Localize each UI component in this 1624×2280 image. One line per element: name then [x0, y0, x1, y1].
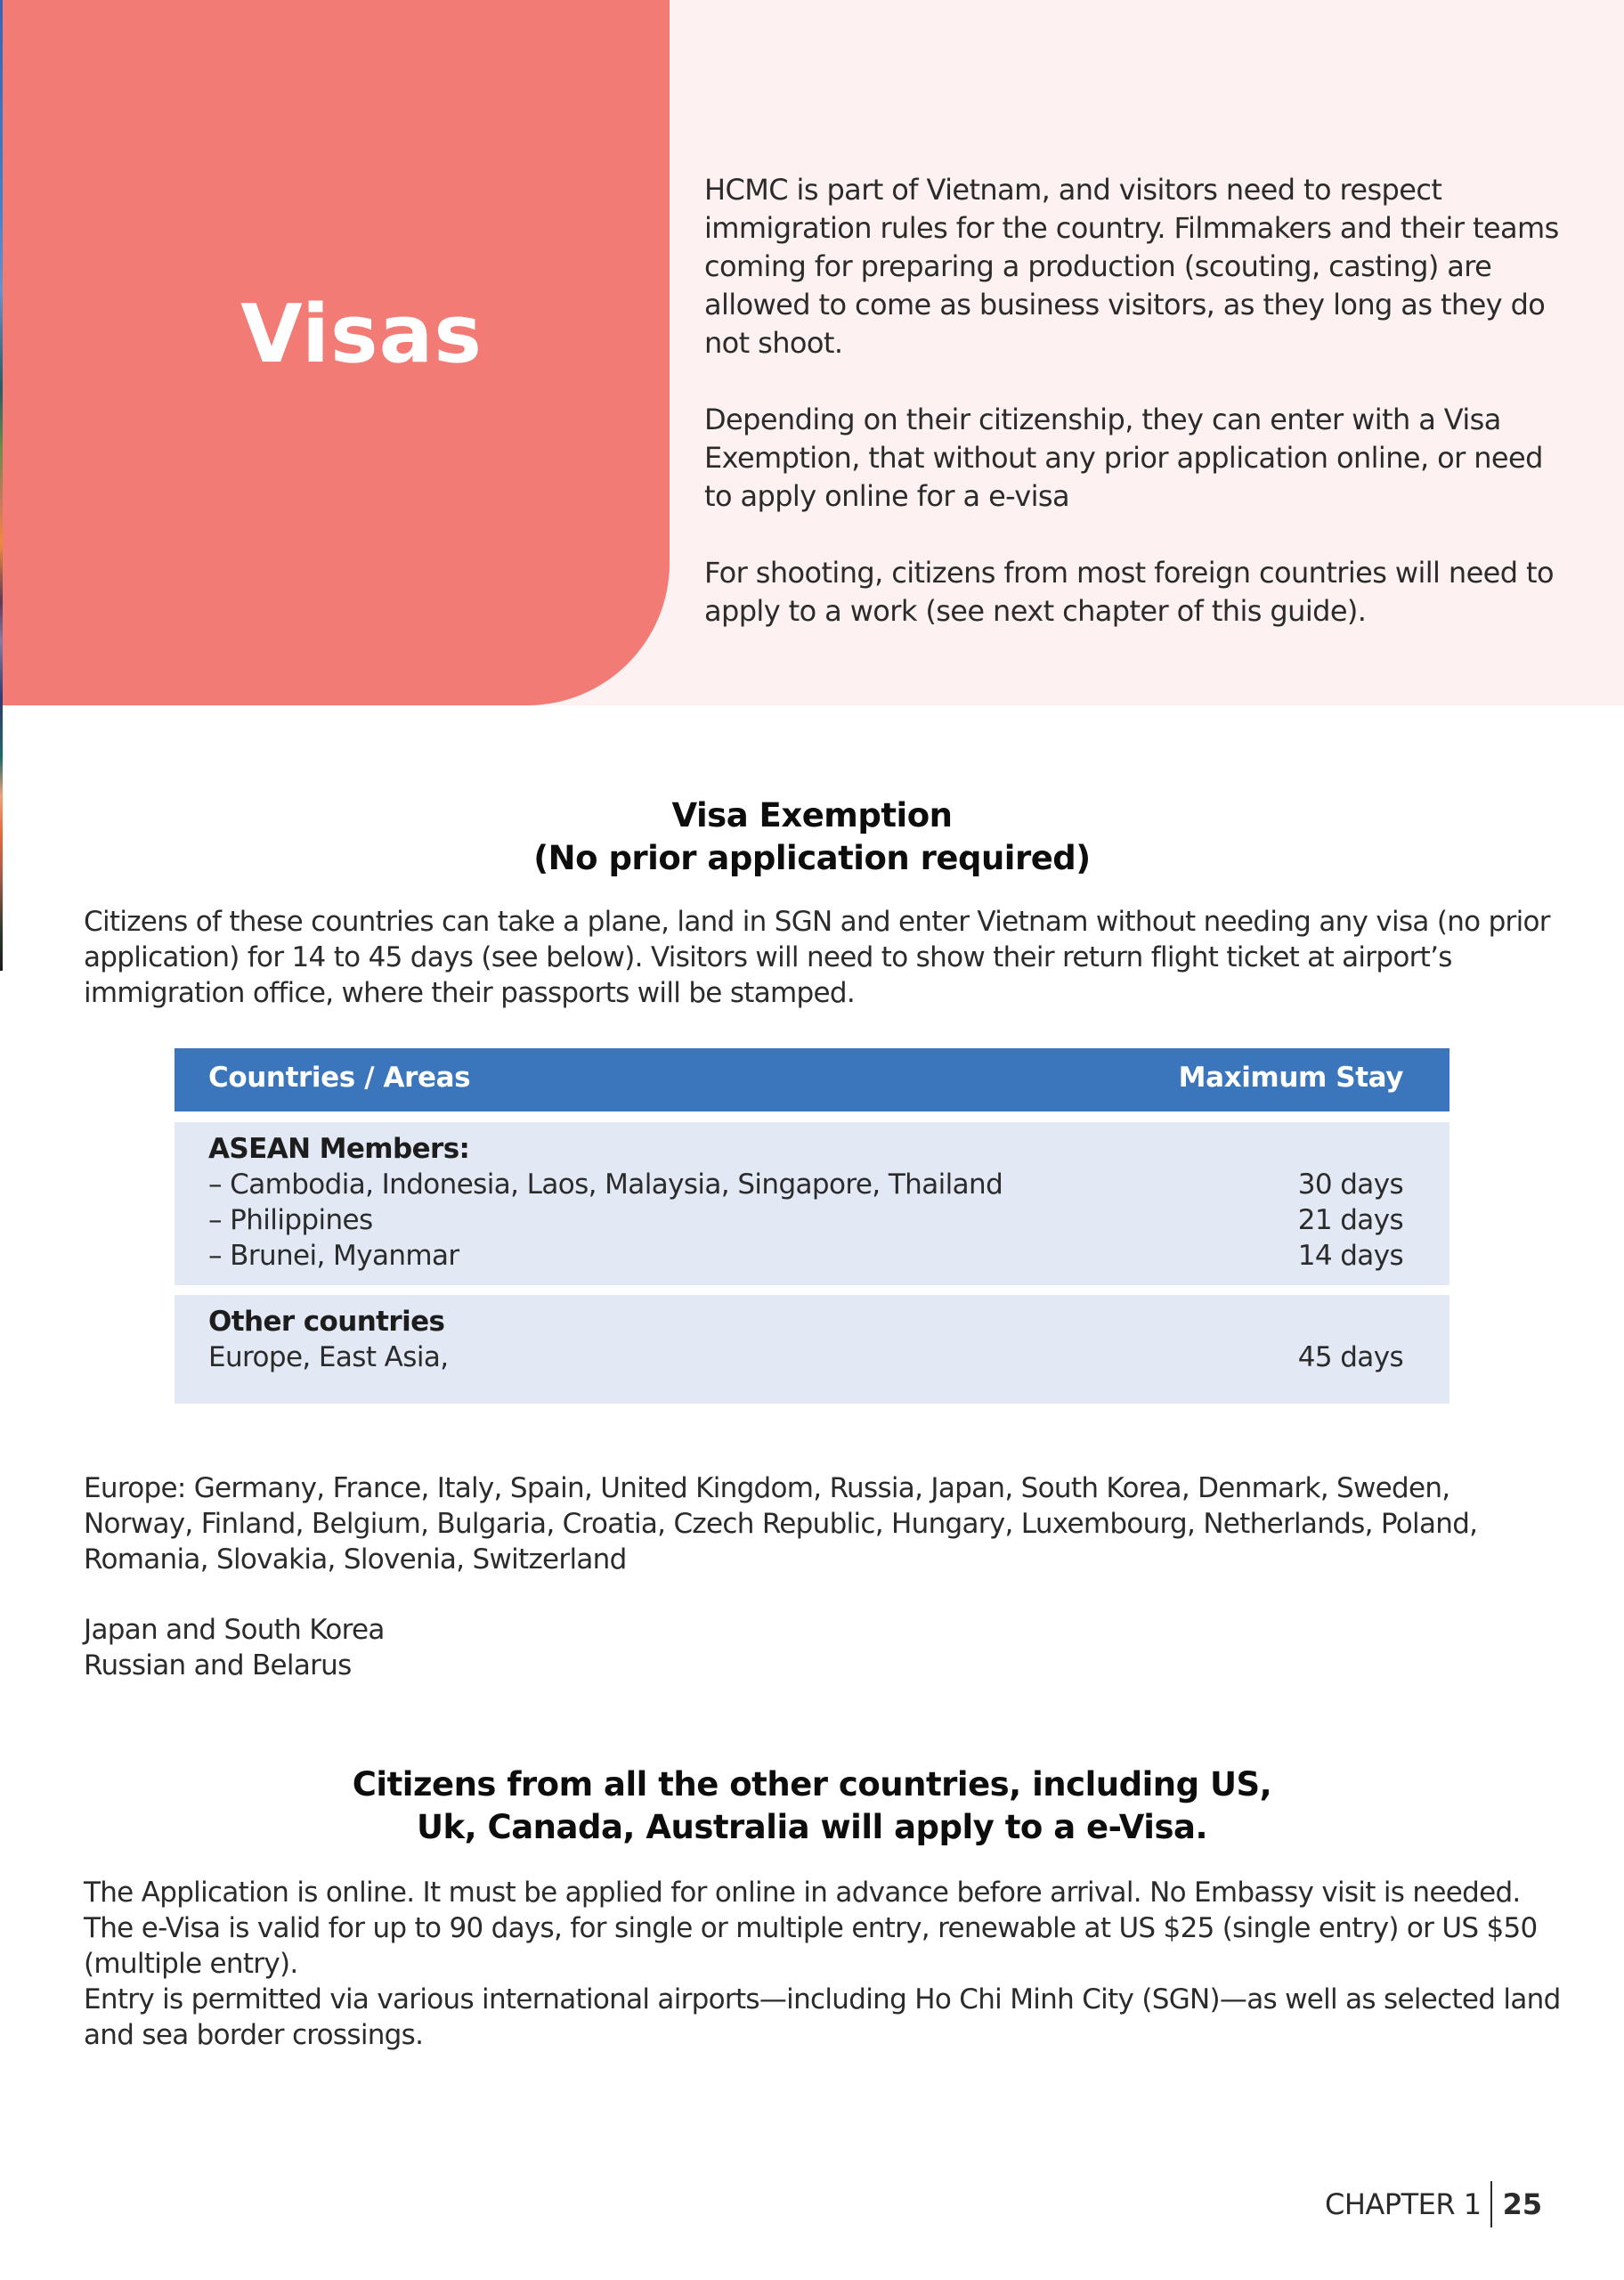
page-footer	[1325, 2181, 1542, 2227]
hero-section	[0, 0, 1624, 705]
row-countries-cell	[208, 1131, 1003, 1285]
note-line: Russian and Belarus	[84, 1649, 352, 1682]
row-item-stay: 30 days	[1297, 1168, 1403, 1201]
visa-exemption-intro: Citizens of these countries can take a plane, land in SGN and enter Vietnam without needing any visa (no prior application) for 14 to 45 days (see below). Visitors will need to show their return flight ticket at airport’s immigration office, where their passports will be stamped.	[84, 906, 1550, 1009]
row-countries-cell	[208, 1304, 449, 1404]
row-item-label: – Brunei, Myanmar	[208, 1240, 459, 1272]
page-number: 25	[1502, 2187, 1543, 2221]
hero-intro-text	[704, 171, 1559, 631]
heading-line: Visa Exemption	[671, 796, 953, 835]
page-title: Visas	[240, 288, 483, 381]
hero-paragraph: Depending on their citizenship, they can enter with a Visa Exemption, that without any prior application online, or need to apply online for a e-visa	[704, 403, 1543, 513]
column-header-max-stay: Maximum Stay	[1178, 1061, 1403, 1094]
heading-line: Citizens from all the other countries, including US,	[352, 1765, 1272, 1804]
evisa-line: The e-Visa is valid for up to 90 days, for single or multiple entry, renewable at US $25 (single entry) or US $50 (multiple entry).	[84, 1912, 1538, 1980]
hero-paragraph: For shooting, citizens from most foreign countries will need to apply to a work (see next chapter of this guide).	[704, 556, 1554, 628]
hero-title-panel	[0, 0, 670, 705]
table-row	[175, 1295, 1449, 1404]
row-item-stay: 21 days	[1297, 1204, 1403, 1236]
row-item-stay: 14 days	[1297, 1240, 1403, 1272]
table-header	[175, 1048, 1449, 1112]
row-item-label: Europe, East Asia,	[208, 1341, 449, 1373]
row-stay-cell	[1298, 1304, 1403, 1404]
heading-line: (No prior application required)	[533, 839, 1091, 877]
europe-country-list: Europe: Germany, France, Italy, Spain, United Kingdom, Russia, Japan, South Korea, Denmark, Sweden, Norway, Finland, Belgium, Bulgaria, Croatia, Czech Republic, Hungary, Luxembourg, Netherlands, Poland, Romania, Slovakia, Slovenia, Switzerland	[84, 1472, 1478, 1576]
evisa-line: Entry is permitted via various international airports—including Ho Chi Minh City (SGN)—as well as selected land and sea border crossings.	[84, 1983, 1561, 2051]
row-item-label: – Cambodia, Indonesia, Laos, Malaysia, Singapore, Thailand	[208, 1168, 1003, 1201]
chapter-label: CHAPTER 1	[1325, 2187, 1482, 2221]
table-row	[175, 1122, 1449, 1285]
evisa-details	[84, 1875, 1562, 2053]
visa-exemption-table	[175, 1048, 1449, 1404]
other-country-notes	[84, 1612, 1562, 1683]
row-item-stay: 45 days	[1297, 1341, 1403, 1373]
footer-divider	[1490, 2181, 1492, 2227]
evisa-heading	[0, 1763, 1624, 1849]
evisa-line: The Application is online. It must be applied for online in advance before arrival. No Embassy visit is needed.	[84, 1877, 1521, 1909]
note-line: Japan and South Korea	[84, 1614, 385, 1646]
visa-exemption-heading	[0, 794, 1624, 880]
row-heading: ASEAN Members:	[208, 1133, 470, 1165]
heading-line: Uk, Canada, Australia will apply to a e-Visa.	[416, 1808, 1208, 1846]
row-stay-cell	[1298, 1131, 1403, 1285]
column-header-countries: Countries / Areas	[208, 1061, 471, 1094]
hero-paragraph: HCMC is part of Vietnam, and visitors need to respect immigration rules for the country. Filmmakers and their teams coming for preparing a production (scouting, casting) are allowed to come as business visitors, as they long as they do not shoot.	[704, 173, 1559, 360]
row-heading: Other countries	[208, 1306, 445, 1338]
edge-photo-strip	[0, 0, 3, 971]
row-item-label: – Philippines	[208, 1204, 373, 1236]
